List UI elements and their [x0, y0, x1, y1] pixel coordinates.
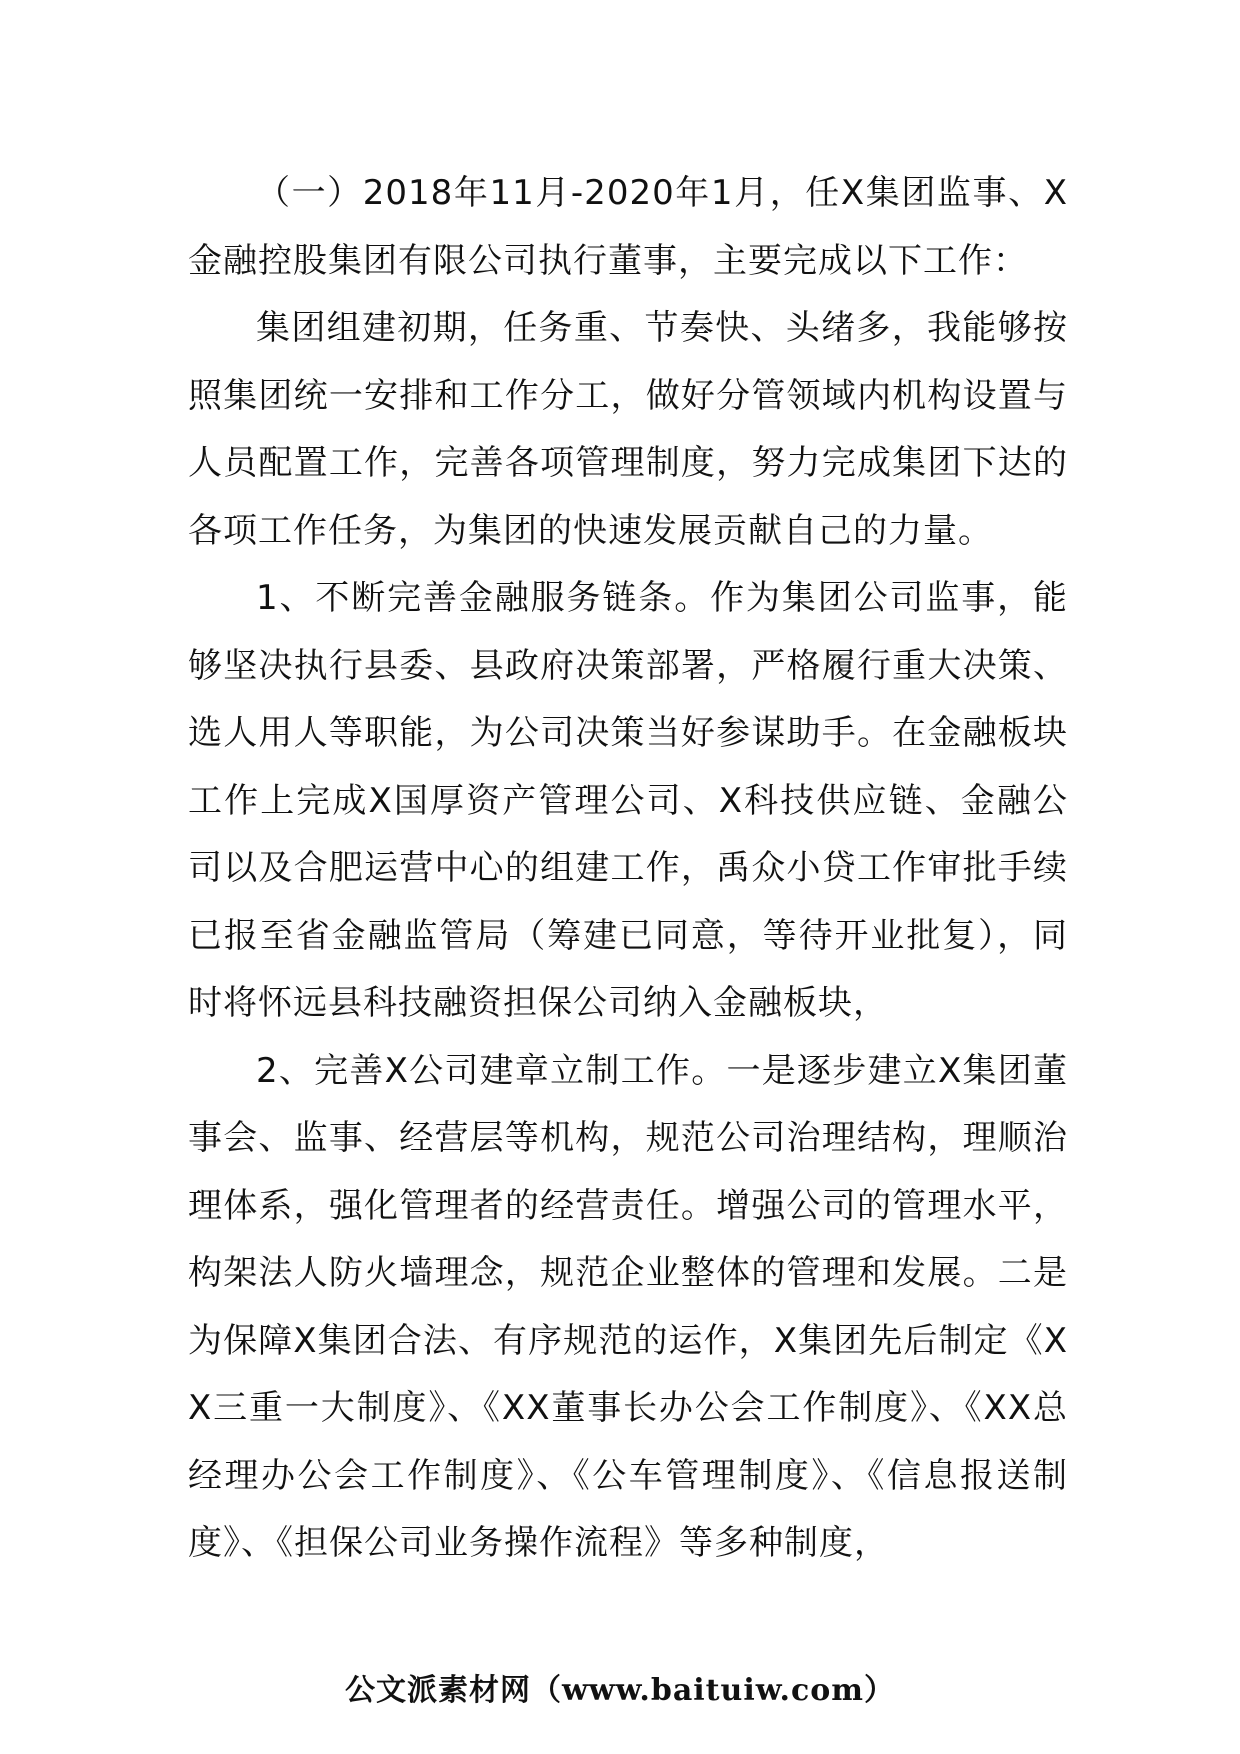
paragraph-financial-service-chain: 1、不断完善金融服务链条。作为集团公司监事，能够坚决执行县委、县政府决策部署，严格履行重大决策、选人用人等职能，为公司决策当好参谋助手。在金融板块工作上完成X国厚资产管理公司、X科技供应链、金融公司以及合肥运营中心的组建工作，禹众小贷工作审批手续已报至省金融监管局（筹建已同意，等待开业批复），同时将怀远县科技融资担保公司纳入金融板块，: [188, 578, 1068, 1023]
watermark-footer: 公文派素材网（www.baituiw.com）: [344, 1673, 896, 1708]
paragraph-appointment-period: （一）2018年11月-2020年1月，任X集团监事、X金融控股集团有限公司执行董事，主要完成以下工作：: [188, 173, 1068, 281]
document-body: [188, 160, 1068, 1578]
paragraph-group-founding: 集团组建初期，任务重、节奏快、头绪多，我能够按照集团统一安排和工作分工，做好分管领域内机构设置与人员配置工作，完善各项管理制度，努力完成集团下达的各项工作任务，为集团的快速发展贡献自己的力量。: [188, 308, 1068, 551]
paragraph-rules-and-regulations: 2、完善X公司建章立制工作。一是逐步建立X集团董事会、监事、经营层等机构，规范公司治理结构，理顺治理体系，强化管理者的经营责任。增强公司的管理水平，构架法人防火墙理念，规范企业整体的管理和发展。二是为保障X集团合法、有序规范的运作，X集团先后制定《XX三重一大制度》、《XX董事长办公会工作制度》、《XX总经理办公会工作制度》、《公车管理制度》、《信息报送制度》、《担保公司业务操作流程》等多种制度，: [188, 1050, 1068, 1563]
